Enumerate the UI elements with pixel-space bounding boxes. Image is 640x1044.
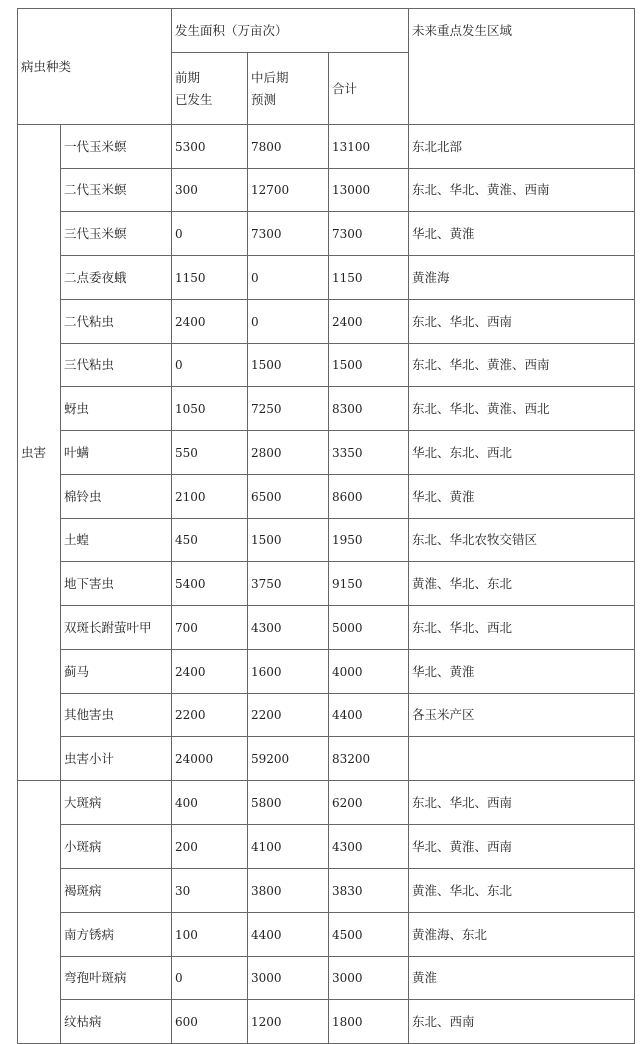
cell-early: 0 <box>172 212 248 256</box>
header-mid-line1: 中后期 <box>251 69 289 85</box>
cell-region: 各玉米产区 <box>409 694 635 737</box>
cell-mid: 6500 <box>248 475 329 519</box>
cell-total: 1500 <box>329 344 409 387</box>
cell-name: 纹枯病 <box>61 1000 172 1044</box>
cell-early: 30 <box>172 869 248 913</box>
cell-name: 双斑长跗萤叶甲 <box>61 606 172 650</box>
cell-region: 华北、黄淮 <box>409 212 635 256</box>
header-early <box>172 53 248 125</box>
table-row <box>18 562 635 606</box>
cell-early: 1050 <box>172 387 248 431</box>
cell-mid: 0 <box>248 300 329 344</box>
cell-region: 东北北部 <box>409 125 635 169</box>
cell-early: 1150 <box>172 256 248 300</box>
cell-name: 二代粘虫 <box>61 300 172 344</box>
cell-name: 一代玉米螟 <box>61 125 172 169</box>
cell-name: 弯孢叶斑病 <box>61 957 172 1000</box>
cell-mid: 1500 <box>248 344 329 387</box>
table-row <box>18 913 635 957</box>
cell-total: 2400 <box>329 300 409 344</box>
cell-name: 蓟马 <box>61 650 172 694</box>
cell-mid: 4300 <box>248 606 329 650</box>
cell-region: 华北、黄淮、西南 <box>409 825 635 869</box>
cell-name: 叶螨 <box>61 431 172 475</box>
header-region <box>409 23 635 125</box>
cell-region: 黄淮 <box>409 957 635 1000</box>
table-row <box>18 431 635 475</box>
cell-name: 蚜虫 <box>61 387 172 431</box>
cell-region: 黄淮、华北、东北 <box>409 562 635 606</box>
cell-total: 3830 <box>329 869 409 913</box>
cell-early: 300 <box>172 169 248 212</box>
cell-region: 黄淮海 <box>409 256 635 300</box>
cell-region: 华北、黄淮 <box>409 650 635 694</box>
cell-early: 450 <box>172 519 248 562</box>
cell-mid: 5800 <box>248 781 329 825</box>
header-mid <box>248 53 329 125</box>
cell-name: 二代玉米螟 <box>61 169 172 212</box>
cell-mid: 7300 <box>248 212 329 256</box>
cell-mid: 59200 <box>248 737 329 781</box>
header-early-line1: 前期 <box>175 69 201 85</box>
cell-mid: 12700 <box>248 169 329 212</box>
cell-early: 2200 <box>172 694 248 737</box>
cell-mid: 1200 <box>248 1000 329 1044</box>
cell-region: 东北、华北、黄淮、西南 <box>409 169 635 212</box>
cell-early: 0 <box>172 957 248 1000</box>
header-mid-line2: 预测 <box>251 91 277 107</box>
cell-mid: 1600 <box>248 650 329 694</box>
table-row <box>18 957 635 1000</box>
cell-early: 700 <box>172 606 248 650</box>
cell-name: 棉铃虫 <box>61 475 172 519</box>
table-row <box>18 256 635 300</box>
cell-name: 三代玉米螟 <box>61 212 172 256</box>
table-row <box>18 650 635 694</box>
cell-name: 三代粘虫 <box>61 344 172 387</box>
cell-mid: 4100 <box>248 825 329 869</box>
cell-name: 小斑病 <box>61 825 172 869</box>
cell-name: 褐斑病 <box>61 869 172 913</box>
group-label: 虫害 <box>18 125 61 781</box>
cell-name: 南方锈病 <box>61 913 172 957</box>
table-row <box>18 869 635 913</box>
cell-region: 华北、黄淮 <box>409 475 635 519</box>
table-row <box>18 781 635 825</box>
cell-early: 600 <box>172 1000 248 1044</box>
cell-total: 4400 <box>329 694 409 737</box>
table-row <box>18 212 635 256</box>
cell-mid: 2800 <box>248 431 329 475</box>
pest-forecast-table <box>17 8 635 1044</box>
cell-total: 9150 <box>329 562 409 606</box>
table-row <box>18 694 635 737</box>
cell-mid: 3000 <box>248 957 329 1000</box>
cell-region: 黄淮、华北、东北 <box>409 869 635 913</box>
cell-name: 大斑病 <box>61 781 172 825</box>
cell-early: 5300 <box>172 125 248 169</box>
cell-region: 东北、华北、西南 <box>409 300 635 344</box>
cell-region: 黄淮海、东北 <box>409 913 635 957</box>
cell-total: 1950 <box>329 519 409 562</box>
cell-mid: 7250 <box>248 387 329 431</box>
cell-mid: 3800 <box>248 869 329 913</box>
table-row <box>18 387 635 431</box>
cell-early: 100 <box>172 913 248 957</box>
cell-early: 200 <box>172 825 248 869</box>
cell-total: 7300 <box>329 212 409 256</box>
cell-region: 东北、华北、黄淮、西北 <box>409 387 635 431</box>
group-label <box>18 781 61 1044</box>
cell-early: 5400 <box>172 562 248 606</box>
table-row <box>18 125 635 169</box>
cell-region: 东北、华北农牧交错区 <box>409 519 635 562</box>
cell-total: 13000 <box>329 169 409 212</box>
cell-name: 虫害小计 <box>61 737 172 781</box>
cell-name: 土蝗 <box>61 519 172 562</box>
cell-region: 东北、华北、西北 <box>409 606 635 650</box>
cell-mid: 4400 <box>248 913 329 957</box>
header-early-line2: 已发生 <box>175 91 213 107</box>
cell-early: 550 <box>172 431 248 475</box>
cell-total: 1150 <box>329 256 409 300</box>
table-row <box>18 737 635 781</box>
cell-total: 13100 <box>329 125 409 169</box>
header-area-group: 发生面积（万亩次） <box>172 9 409 53</box>
cell-total: 4000 <box>329 650 409 694</box>
cell-total: 83200 <box>329 737 409 781</box>
cell-mid: 7800 <box>248 125 329 169</box>
header-total: 合计 <box>329 53 409 125</box>
cell-region: 东北、西南 <box>409 1000 635 1044</box>
cell-total: 1800 <box>329 1000 409 1044</box>
cell-early: 2400 <box>172 650 248 694</box>
cell-mid: 3750 <box>248 562 329 606</box>
cell-total: 6200 <box>329 781 409 825</box>
cell-total: 5000 <box>329 606 409 650</box>
cell-early: 400 <box>172 781 248 825</box>
table-row <box>18 300 635 344</box>
cell-mid: 1500 <box>248 519 329 562</box>
table-row <box>18 1000 635 1044</box>
cell-early: 2400 <box>172 300 248 344</box>
cell-name: 其他害虫 <box>61 694 172 737</box>
cell-mid: 2200 <box>248 694 329 737</box>
header-region-label: 未来重点发生区域 <box>412 23 513 38</box>
table-row <box>18 344 635 387</box>
cell-mid: 0 <box>248 256 329 300</box>
cell-total: 8600 <box>329 475 409 519</box>
table-row <box>18 825 635 869</box>
cell-early: 0 <box>172 344 248 387</box>
cell-early: 24000 <box>172 737 248 781</box>
table-row <box>18 475 635 519</box>
table-row <box>18 519 635 562</box>
cell-region: 东北、华北、黄淮、西南 <box>409 344 635 387</box>
cell-region <box>409 737 635 781</box>
cell-early: 2100 <box>172 475 248 519</box>
cell-total: 3000 <box>329 957 409 1000</box>
cell-name: 二点委夜蛾 <box>61 256 172 300</box>
table-row <box>18 606 635 650</box>
header-category: 病虫种类 <box>18 9 172 125</box>
cell-region: 华北、东北、西北 <box>409 431 635 475</box>
table-row <box>18 169 635 212</box>
cell-region: 东北、华北、西南 <box>409 781 635 825</box>
cell-total: 8300 <box>329 387 409 431</box>
cell-total: 4500 <box>329 913 409 957</box>
cell-name: 地下害虫 <box>61 562 172 606</box>
cell-total: 3350 <box>329 431 409 475</box>
cell-total: 4300 <box>329 825 409 869</box>
